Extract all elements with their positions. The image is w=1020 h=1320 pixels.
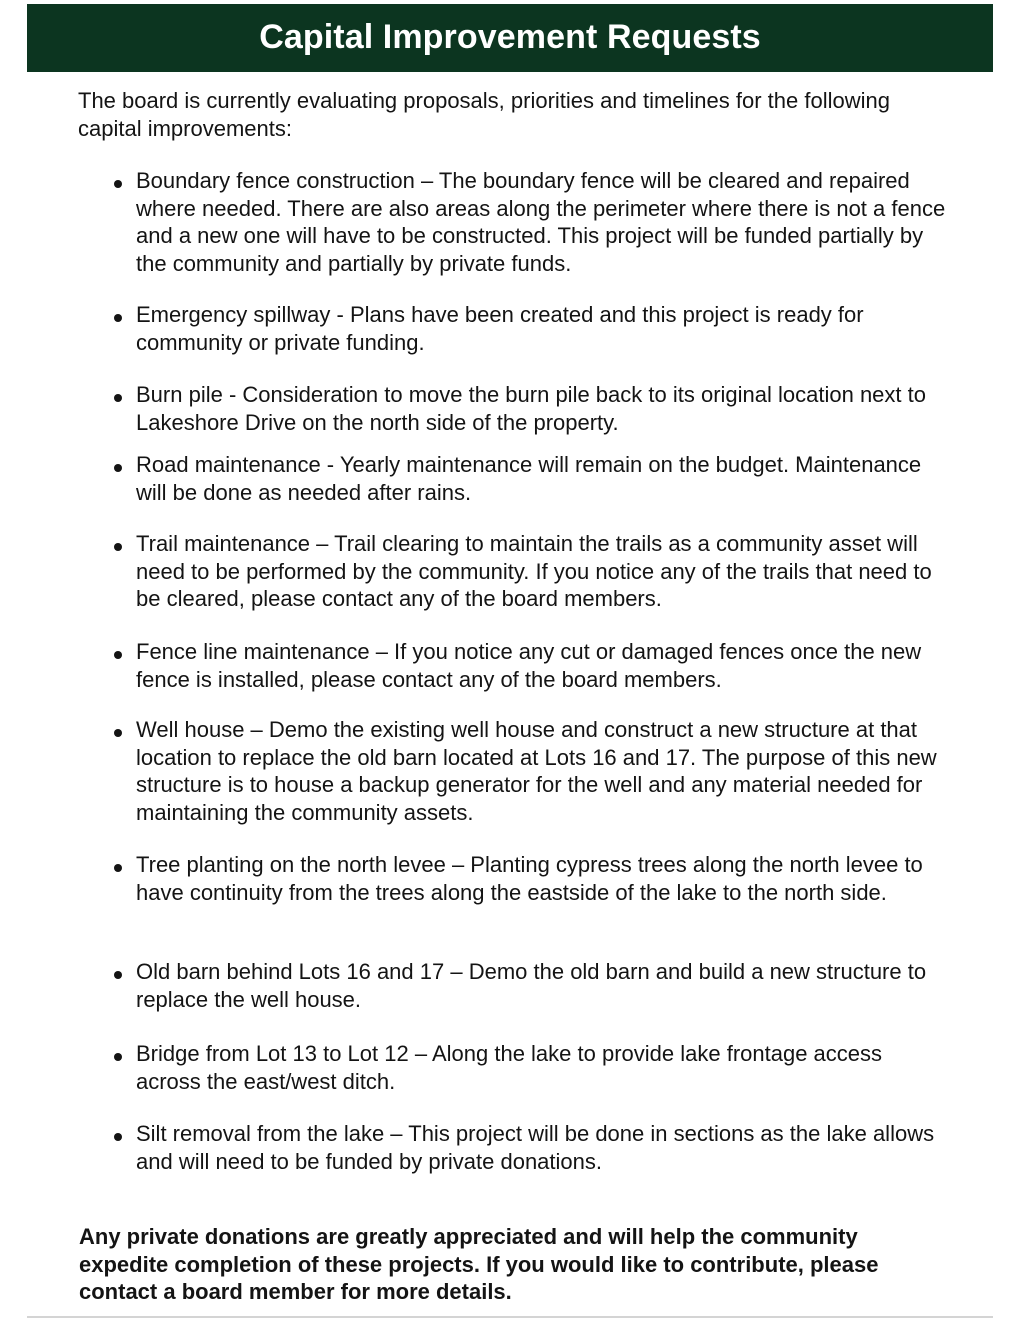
list-item-road-maintenance: Road maintenance - Yearly maintenance will remain on the budget. Maintenance will be done as needed after rains. [136,452,922,505]
bullet-icon [114,314,122,322]
bullet-icon [114,464,122,472]
list-item-fence-line-maintenance: Fence line maintenance – If you notice any cut or damaged fences once the new fence is installed, please contact any of the board members. [136,639,922,692]
bottom-divider [27,1316,993,1318]
bullet-icon [114,180,122,188]
list-item-silt-removal: Silt removal from the lake – This project will be done in sections as the lake allows and will need to be funded by private donations. [136,1121,935,1174]
bullet-icon [114,864,122,872]
closing-note: Any private donations are greatly appreciated and will help the community expedite completion of these projects. If you would like to contribute, please contact a board member for more details. [79,1224,879,1304]
bullet-icon [114,971,122,979]
header-bar [27,4,993,72]
list-item-trail-maintenance: Trail maintenance – Trail clearing to maintain the trails as a community asset will need to be performed by the community. If you notice any of the trails that need to be cleared, please contact any of the board members. [136,531,932,611]
list-item-emergency-spillway: Emergency spillway - Plans have been created and this project is ready for community or private funding. [136,302,864,355]
list-item-burn-pile: Burn pile - Consideration to move the burn pile back to its original location next to Lakeshore Drive on the north side of the property. [136,382,926,435]
bullet-icon [114,729,122,737]
page-title: Capital Improvement Requests [259,17,761,56]
bullet-icon [114,543,122,551]
bullet-icon [114,1133,122,1141]
list-item-well-house: Well house – Demo the existing well house and construct a new structure at that location to replace the old barn located at Lots 16 and 17. The purpose of this new structure is to house a backup generator for the well and any material needed for maintaining the community assets. [136,717,937,825]
intro-paragraph: The board is currently evaluating proposals, priorities and timelines for the following capital improvements: [78,88,890,141]
list-item-tree-planting: Tree planting on the north levee – Planting cypress trees along the north levee to have continuity from the trees along the eastside of the lake to the north side. [136,852,923,905]
bullet-icon [114,1053,122,1061]
list-item-bridge: Bridge from Lot 13 to Lot 12 – Along the lake to provide lake frontage access across the east/west ditch. [136,1041,883,1094]
bullet-icon [114,394,122,402]
list-item-old-barn: Old barn behind Lots 16 and 17 – Demo the old barn and build a new structure to replace the well house. [136,959,927,1012]
list-item-boundary-fence: Boundary fence construction – The boundary fence will be cleared and repaired where needed. There are also areas along the perimeter where there is not a fence and a new one will have to be constructed. This project will be funded partially by the community and partially by private funds. [136,168,946,276]
bullet-icon [114,651,122,659]
